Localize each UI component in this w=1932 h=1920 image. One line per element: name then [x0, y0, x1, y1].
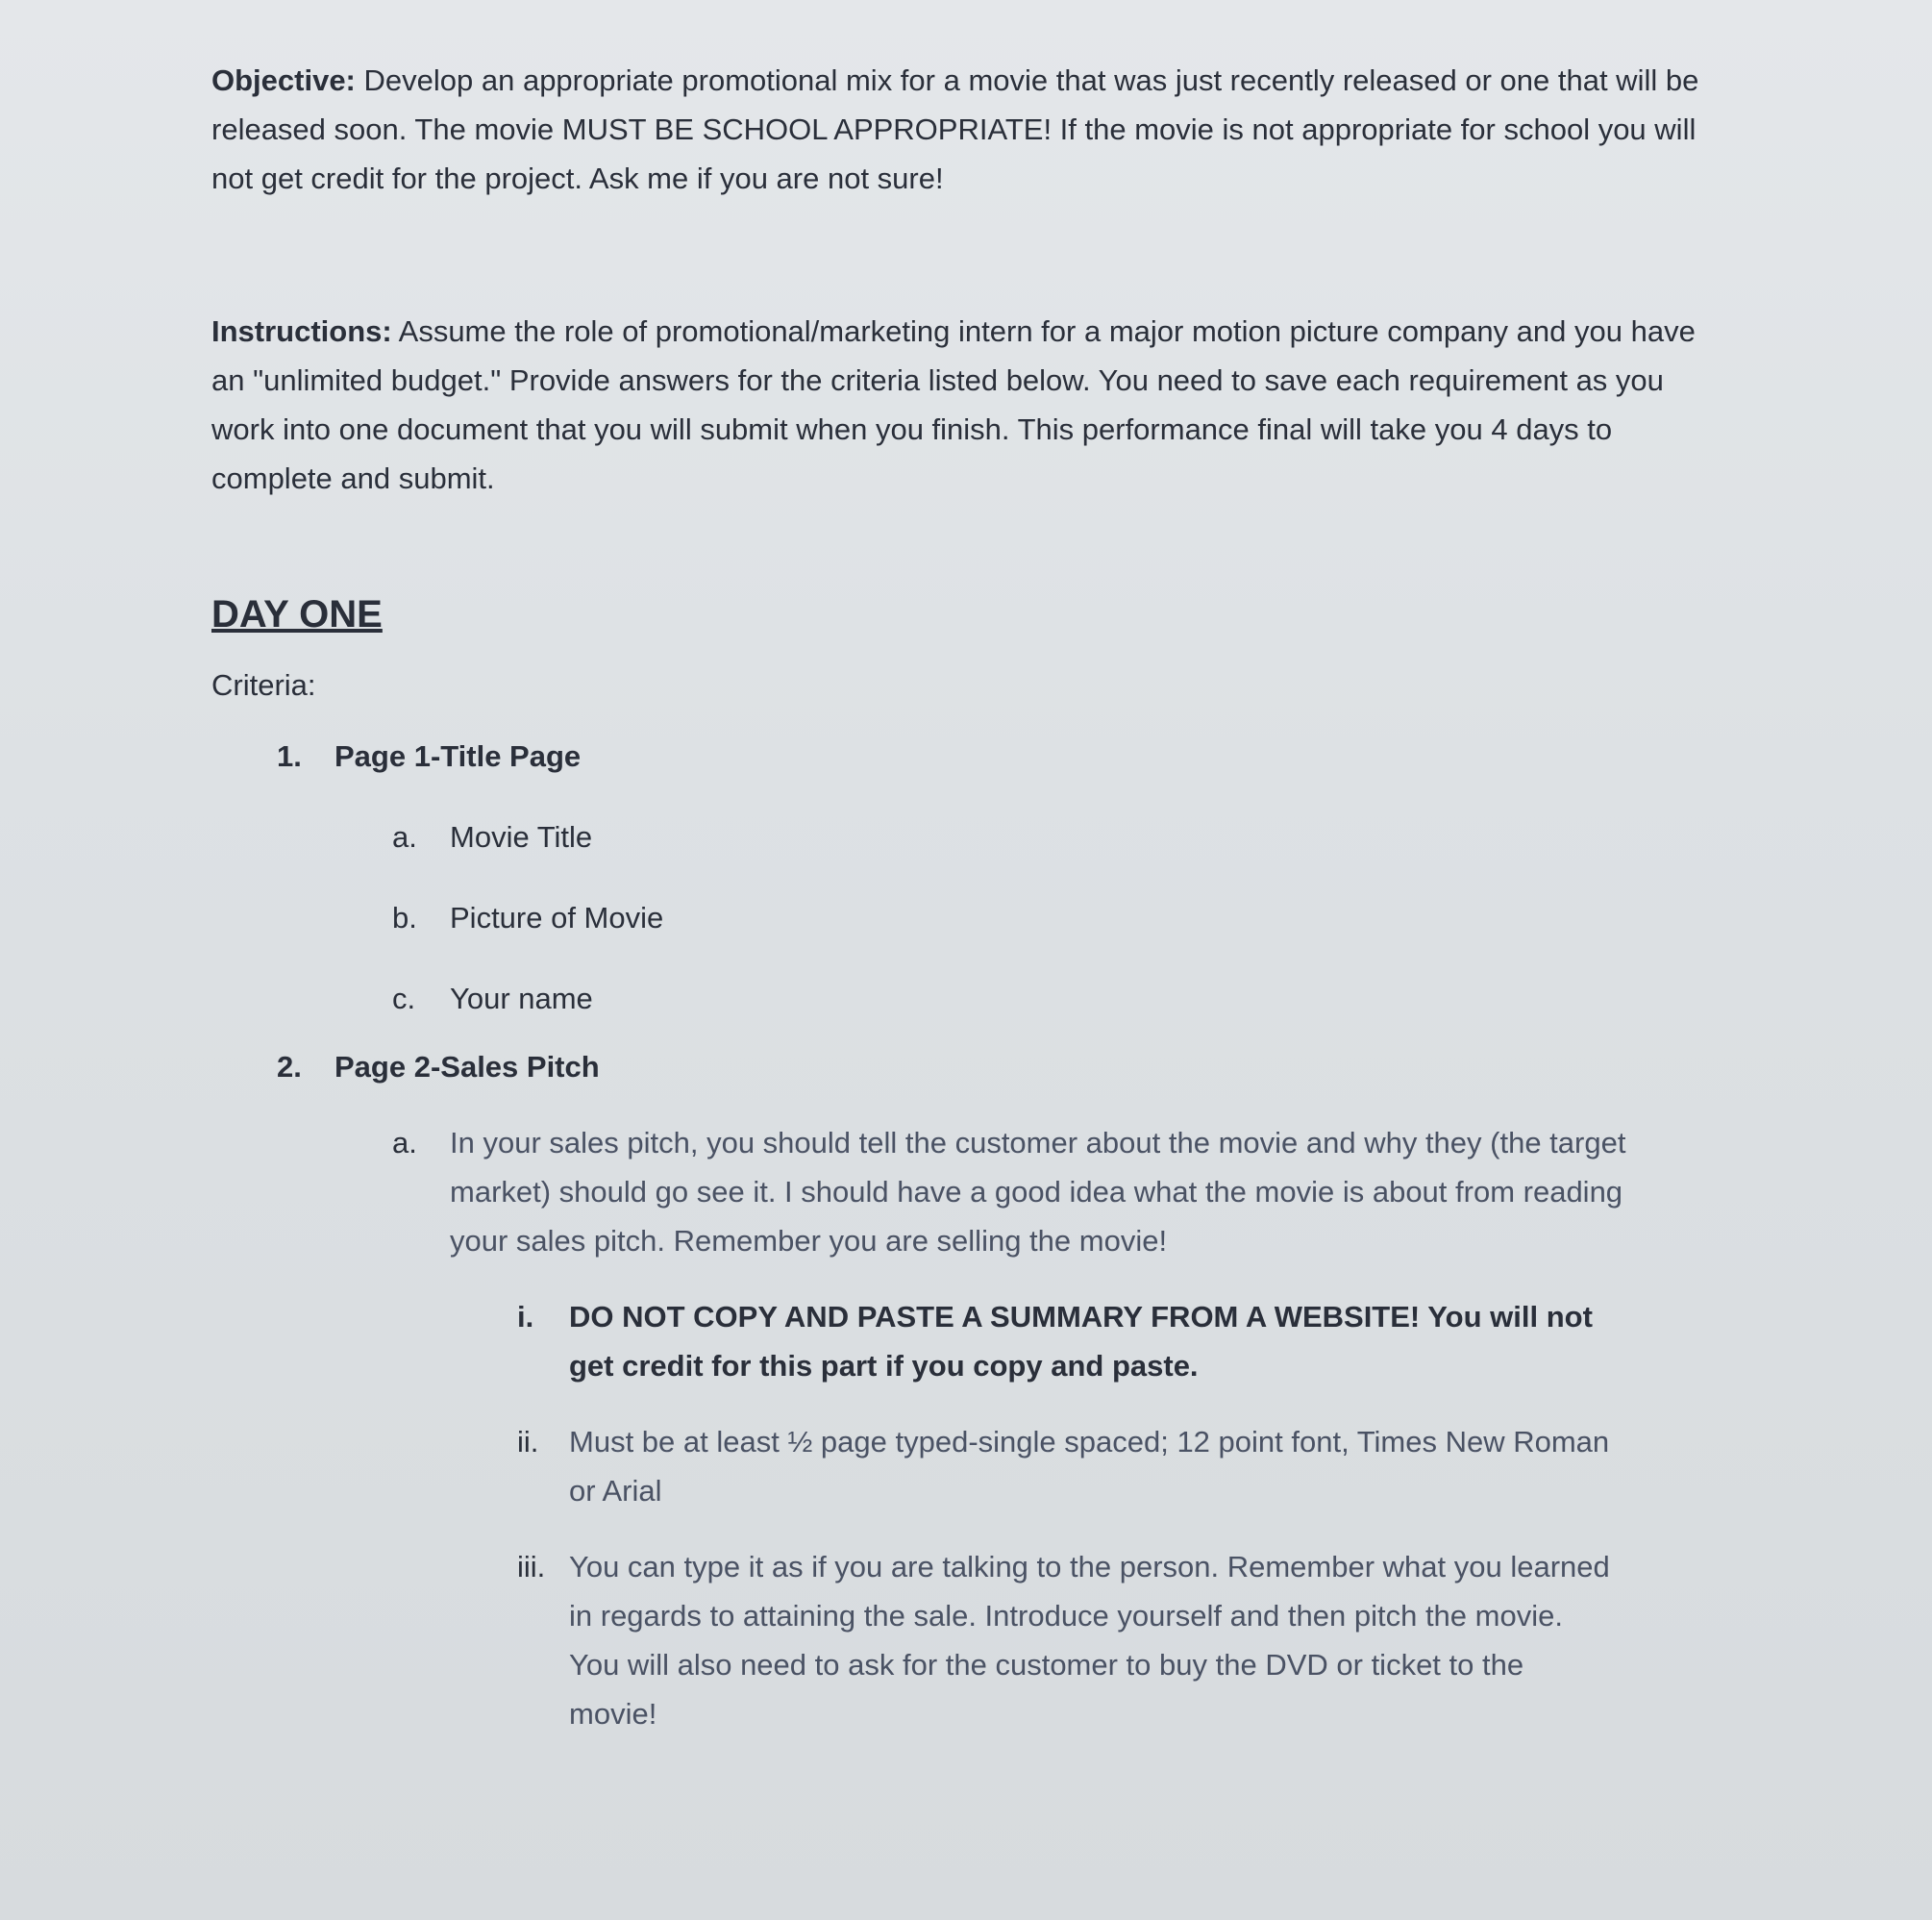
instructions-paragraph	[211, 307, 1711, 503]
list-marker: 1.	[277, 739, 302, 773]
point-text: Must be at least ½ page typed-single spaced; 12 point font, Times New Roman or Arial	[569, 1425, 1610, 1508]
sub-item-marker: a.	[392, 820, 417, 854]
objective-label: Objective:	[211, 63, 356, 97]
list-item-title: Page 1-Title Page	[334, 739, 582, 773]
day-one-heading: DAY ONE	[211, 593, 383, 636]
document-content	[211, 56, 1711, 1738]
point-text: DO NOT COPY AND PASTE A SUMMARY FROM A WEBSITE! You will not get credit for this part if you copy and paste.	[569, 1300, 1593, 1383]
point-text: You can type it as if you are talking to the person. Remember what you learned in regards to attaining the sale. Introduce yourself and then pitch the movie. You will also need to ask for the customer to buy the DVD or ticket to the movie!	[569, 1550, 1610, 1731]
point-length-requirement	[517, 1417, 1613, 1515]
list-item-title: Page 2-Sales Pitch	[334, 1050, 600, 1084]
sub-item-marker: c.	[392, 982, 416, 1015]
list-marker: 2.	[277, 1050, 302, 1084]
sub-item-picture-of-movie	[392, 893, 1711, 942]
objective-paragraph	[211, 56, 1711, 203]
point-marker: ii.	[517, 1425, 539, 1459]
sub-item-movie-title	[392, 812, 1711, 861]
sub-item-marker: a.	[392, 1126, 417, 1159]
list-item-page-2	[277, 1042, 1711, 1091]
sub-item-sales-pitch	[392, 1118, 1680, 1265]
objective-text: Develop an appropriate promotional mix for a movie that was just recently released or one that will be released soon. The movie MUST BE SCHOOL APPROPRIATE! If the movie is not appropriate for school you will not get credit for the project. Ask me if you are not sure!	[211, 63, 1699, 195]
sub-item-your-name	[392, 974, 1711, 1023]
sub-item-text: Picture of Movie	[450, 901, 664, 935]
sub-item-text: Your name	[450, 982, 593, 1015]
sub-item-marker: b.	[392, 901, 417, 935]
sub-item-text: In your sales pitch, you should tell the customer about the movie and why they (the target market) should go see it. I should have a good idea what the movie is about from reading your sales pitch. Remember you are selling the movie!	[450, 1126, 1626, 1258]
criteria-label: Criteria:	[211, 668, 316, 702]
sub-item-text: Movie Title	[450, 820, 593, 854]
instructions-label: Instructions:	[211, 314, 392, 348]
point-marker: i.	[517, 1300, 534, 1334]
point-no-copy-paste	[517, 1292, 1613, 1390]
list-item-page-1	[277, 732, 1711, 781]
point-conversational-tone	[517, 1542, 1613, 1738]
instructions-text: Assume the role of promotional/marketing intern for a major motion picture company and you have an "unlimited budget." Provide answers for the criteria listed below. You need to save each requirement as you work into one document that you will submit when you finish. This performance final will take you 4 days to complete and submit.	[211, 314, 1696, 495]
point-marker: iii.	[517, 1550, 546, 1583]
